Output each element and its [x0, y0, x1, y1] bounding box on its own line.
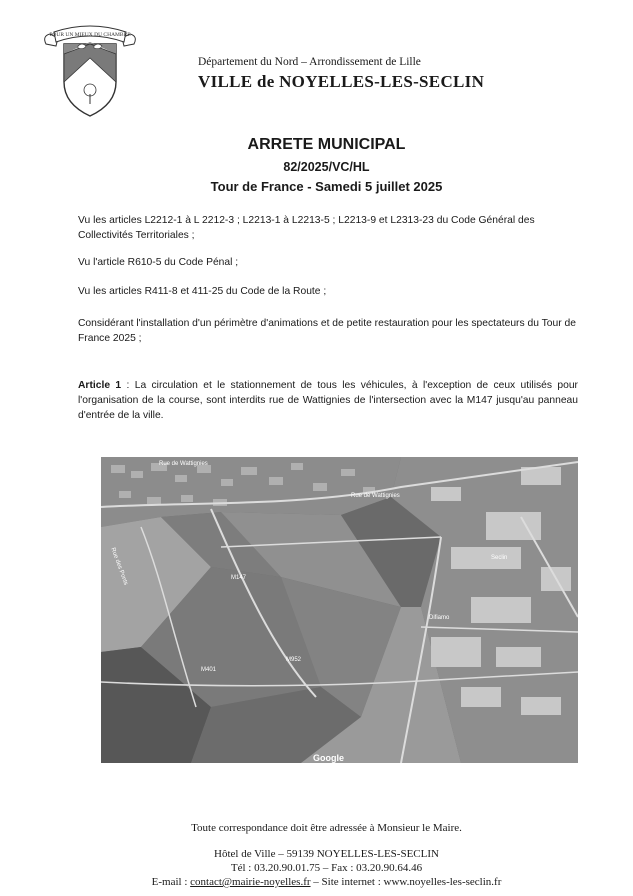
paragraph-cgct: Vu les articles L2212-1 à L 2212-3 ; L2213-1 à L2213-5 ; L2213-9 et L2313-23 du Code Général des Collectivités Territoriales ;: [78, 215, 535, 241]
footer-phone: Tél : 03.20.90.01.75 – Fax : 03.20.90.64.46: [230, 862, 423, 874]
decree-reference: 82/2025/VC/HL: [283, 160, 370, 174]
aerial-map: [101, 457, 578, 763]
footer-address: Hôtel de Ville – 59139 NOYELLES-LES-SECLIN: [214, 848, 439, 860]
article-1: [78, 378, 578, 423]
site-label: – Site internet :: [310, 876, 384, 888]
correspondence-note: Toute correspondance doit être adressée à Monsieur le Maire.: [191, 822, 462, 834]
google-logo: Google: [313, 753, 344, 763]
aerial-map-image: [101, 457, 578, 763]
map-label-wattignies-2: Rue de Wattignies: [351, 493, 400, 499]
city-crest-logo: [40, 8, 140, 120]
map-label-seclin: Seclin: [491, 555, 508, 561]
email-link[interactable]: contact@mairie-noyelles.fr: [190, 876, 311, 888]
paragraph-code-penal: Vu l'article R610-5 du Code Pénal ;: [78, 257, 239, 268]
map-label-wattignies-1: Rue de Wattignies: [159, 461, 208, 467]
department-line: Département du Nord – Arrondissement de Lille: [198, 56, 421, 68]
city-name: VILLE de NOYELLES-LES-SECLIN: [198, 72, 485, 91]
map-label-m401: M401: [201, 667, 217, 673]
article-1-label: Article 1: [78, 380, 122, 391]
map-label-rue-ponts: Rue des Ponts: [109, 547, 129, 587]
map-label-difiamo: Difiamo: [429, 615, 450, 621]
map-label-m147: M147: [231, 575, 247, 581]
article-1-text: : La circulation et le stationnement de tous les véhicules, à l'exception de ceux utilisés pour l'organisation de la course, sont interdits rue de Wattignies de l'intersection avec la M147 jusqu'au panneau d'entrée de la ville.: [78, 380, 578, 421]
document-title: ARRETE MUNICIPAL: [247, 136, 406, 153]
paragraph-code-route: Vu les articles R411-8 et 411-25 du Code de la Route ;: [78, 286, 327, 297]
event-line: Tour de France - Samedi 5 juillet 2025: [210, 179, 443, 194]
svg-text:POUR UN MIEUX DU CHAMBRE: POUR UN MIEUX DU CHAMBRE: [49, 32, 131, 38]
footer-contact: [0, 876, 633, 888]
map-label-m952: M952: [286, 657, 302, 663]
email-label: E-mail :: [151, 876, 191, 888]
website-link[interactable]: www.noyelles-les-seclin.fr: [383, 876, 502, 888]
paragraph-considerant: Considérant l'installation d'un périmètre d'animations et de petite restauration pour les spectateurs du Tour de France 2025 ;: [78, 318, 576, 344]
